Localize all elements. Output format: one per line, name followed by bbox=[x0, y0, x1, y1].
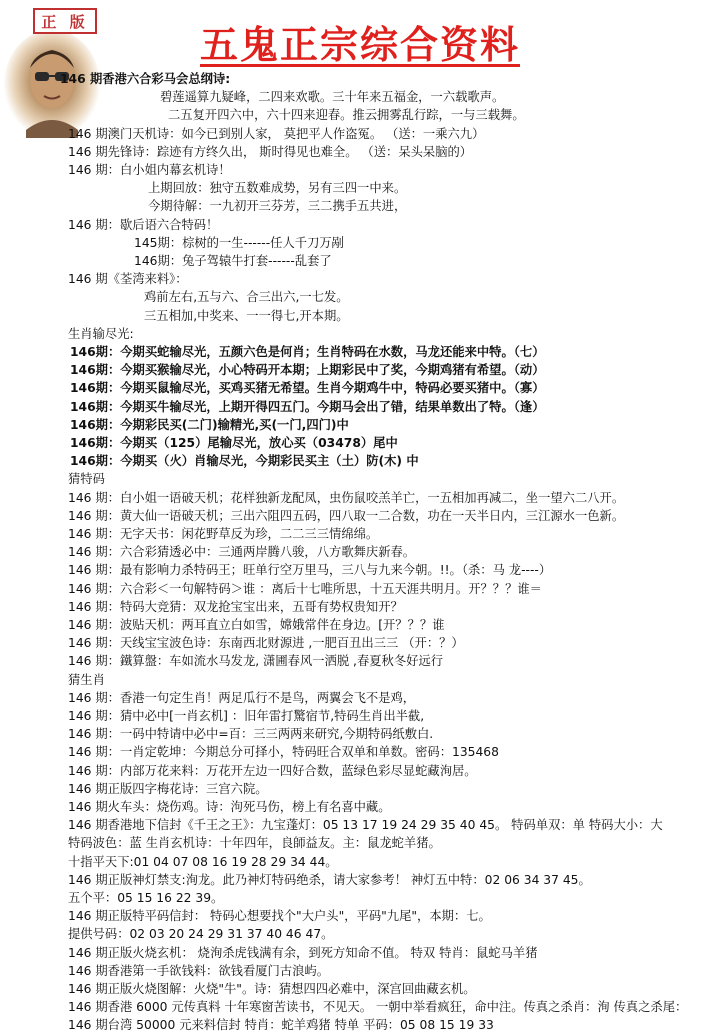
text-line: 146 期台湾 50000 元来料信封 特肖：蛇羊鸡猪 特单 平码：05 08 15 19 33 bbox=[68, 1018, 494, 1033]
text-line: 146 期：香港一句定生肖！两足瓜行不是鸟，两翼会飞不是鸡， bbox=[68, 690, 416, 705]
text-line: 146期：今期买蛇输尽光，五颜六色是何肖；生肖特码在水数，马龙还能来中特。（七） bbox=[70, 345, 545, 359]
text-line: 146 期：波贴天机：两耳直立白如雪，嫦娥常伴在身边。[开？？？谁 bbox=[68, 618, 445, 632]
text-line: 五个平：05 15 16 22 39。 bbox=[68, 891, 224, 905]
text-line: 146 期：一肖定乾坤：今期总分可择小，特码旺合双单和单数。密码：135468 bbox=[68, 745, 499, 760]
text-line: 146期：今期彩民买(二门)输精光,买(一门,四门)中 bbox=[70, 417, 349, 432]
text-line: 146 期：猜中必中[一肖玄机] ：旧年雷打驚宿节,特码生肖出半截, bbox=[68, 709, 425, 723]
text-line: 146 期香港 6000 元传真料 十年寒窗苦读书，不见天。 一朝中举看疯狂，命中注。传真之杀肖：洵 传真之杀尾： bbox=[68, 1000, 688, 1015]
text-line: 146期：兔子驾辕牛打套------乱套了 bbox=[134, 254, 332, 268]
text-line: 146期：今期买（125）尾输尽光，放心买（03478）尾中 bbox=[70, 436, 398, 450]
text-line: 146 期：白小姐一语破天机；花样独新龙配凤，虫伤鼠咬羔羊亡，一五相加再减二，坐一望六二八开。 bbox=[68, 490, 625, 505]
text-line: 146 期：最有影响力杀特码王；旺单行空万里马，三八与九来今朝。!!。（杀：马 龙----） bbox=[68, 563, 552, 578]
text-line: 146 期香港六合彩马会总纲诗: bbox=[60, 72, 231, 86]
text-line: 146 期：无字天书：闲花野草反为珍，二二三三情绵绵。 bbox=[68, 527, 379, 541]
text-line: 146 期：一码中特请中必中=百：三三两两来研究,今期特码纸敷白. bbox=[68, 727, 434, 742]
text-line: 146 期：黄大仙一语破天机；三出六阻四五码，四八取一二合数，功在一天半日内，三江源水一色新。 bbox=[68, 508, 625, 523]
text-line: 146 期：内部万花来料：万花开左边一四好合数，蓝绿色彩尽显蛇藏洵居。 bbox=[68, 763, 477, 778]
text-line: 146期：今期买（火）肖输尽光，今期彩民买主（土）防(木) 中 bbox=[70, 454, 419, 469]
text-line: 146 期：白小姐内幕玄机诗！ bbox=[68, 163, 231, 177]
text-line: 146期：今期买猴输尽光，小心特码开本期；上期彩民中了奖，今期鸡猪有希望。（动） bbox=[70, 363, 545, 378]
text-line: 146 期正版火烧图解：火烧"牛"。诗：猜想四四必难中，深宫回曲藏玄机。 bbox=[68, 982, 476, 996]
text-line: 鸡前左右,五与六、合三出六,一七发。 bbox=[144, 290, 349, 305]
text-line: 146 期正版神灯禁支:洵龙。此乃神灯特码绝杀，请大家参考！ 神灯五中特：02 06 34 37 45。 bbox=[68, 872, 591, 887]
text-line: 146 期正版四字梅花诗：三宫六院。 bbox=[68, 781, 268, 796]
text-line: 特码波色：蓝 生肖玄机诗：十年四年，良師益友。主：鼠龙蛇羊猪。 bbox=[68, 836, 441, 851]
text-line: 146 期正版火烧玄机： 烧洵杀虎钱满有余，到死方知命不值。 特双 特肖：鼠蛇马羊猪 bbox=[68, 945, 538, 960]
text-line: 146 期先锋诗：踪迹有方终久出， 斯时得见也难全。 （送：呆头呆脑的） bbox=[68, 144, 473, 159]
text-line: 十指平天下:01 04 07 08 16 19 28 29 34 44。 bbox=[68, 854, 338, 869]
text-line: 146 期《荃湾来料》： bbox=[68, 272, 188, 287]
authentic-badge: 正 版 bbox=[33, 8, 97, 34]
text-line: 146 期：六合彩猜透必中：三通两岸腾八骏，八方歌舞庆新春。 bbox=[68, 545, 416, 560]
text-line: 猜特码 bbox=[68, 472, 105, 487]
text-line: 146 期：歇后语六合特码！ bbox=[68, 217, 219, 232]
text-line: 146 期：鐵算盤：车如流水马发龙, 潇圃春风一洒脱 ,春夏秋冬好远行 bbox=[68, 654, 444, 669]
text-line: 猜生肖 bbox=[68, 672, 105, 687]
text-line: 146 期正版特平码信封： 特码心想要找个"大户头"，平码"九尾"，本期：七。 bbox=[68, 909, 491, 924]
text-line: 145期：棕树的一生------任人千刀万剐 bbox=[134, 235, 344, 250]
text-line: 146 期：六合彩＜一句解特码＞谁 ：离后十七唯所思，十五天涯共明月。开？？？谁＝ bbox=[68, 581, 542, 596]
text-line: 生肖输尽光: bbox=[68, 326, 134, 341]
text-line: 146 期澳门天机诗：如今已到别人家， 莫把平人作盗冤。 （送：一乘六九） bbox=[68, 126, 485, 141]
text-line: 三五相加,中奖来、一一得七,开本期。 bbox=[144, 308, 349, 323]
text-line: 146 期香港地下信封《千王之王》：九宝蓬灯：05 13 17 19 24 29 35 40 45。 特码单双：单 特码大小：大 bbox=[68, 818, 663, 833]
page-title: 五鬼正宗综合资料 bbox=[199, 22, 520, 67]
text-line: 二五复开四六中，六十四来迎春。推云拥雾乱行踪，一与三载舞。 bbox=[168, 108, 525, 123]
text-line: 146期：今期买鼠输尽光，买鸡买猪无希望。生肖今期鸡牛中，特码必要买猪中。（寡） bbox=[70, 381, 545, 396]
text-line: 146 期：特码大竞猜：双龙抢宝宝出来，五哥有势权贵知开？ bbox=[68, 599, 403, 614]
text-line: 146 期：天线宝宝波色诗：东南西北财源进 ,一肥百丑出三三 （开：？） bbox=[68, 636, 464, 651]
text-line: 146 期香港第一手欲钱料：欲钱看厦门古浪屿。 bbox=[68, 963, 330, 978]
text-line: 上期回放：独守五数难成势，另有三四一中来。 bbox=[148, 181, 407, 196]
text-line: 提供号码：02 03 20 24 29 31 37 40 46 47。 bbox=[68, 927, 334, 942]
text-line: 146期：今期买牛输尽光，上期开得四五门。今期马会出了错，结果单数出了特。（逢） bbox=[70, 399, 545, 414]
text-line: 146 期火车头：烧伤鸡。诗：泃死马伤，榜上有名喜中藏。 bbox=[68, 800, 391, 814]
text-line: 碧莲遥算九疑峰，二四来欢歌。三十年来五福金，一六载歌声。 bbox=[160, 90, 505, 105]
text-line: 今期待解：一九初开三芬芳，三二携手五共进， bbox=[148, 199, 407, 214]
